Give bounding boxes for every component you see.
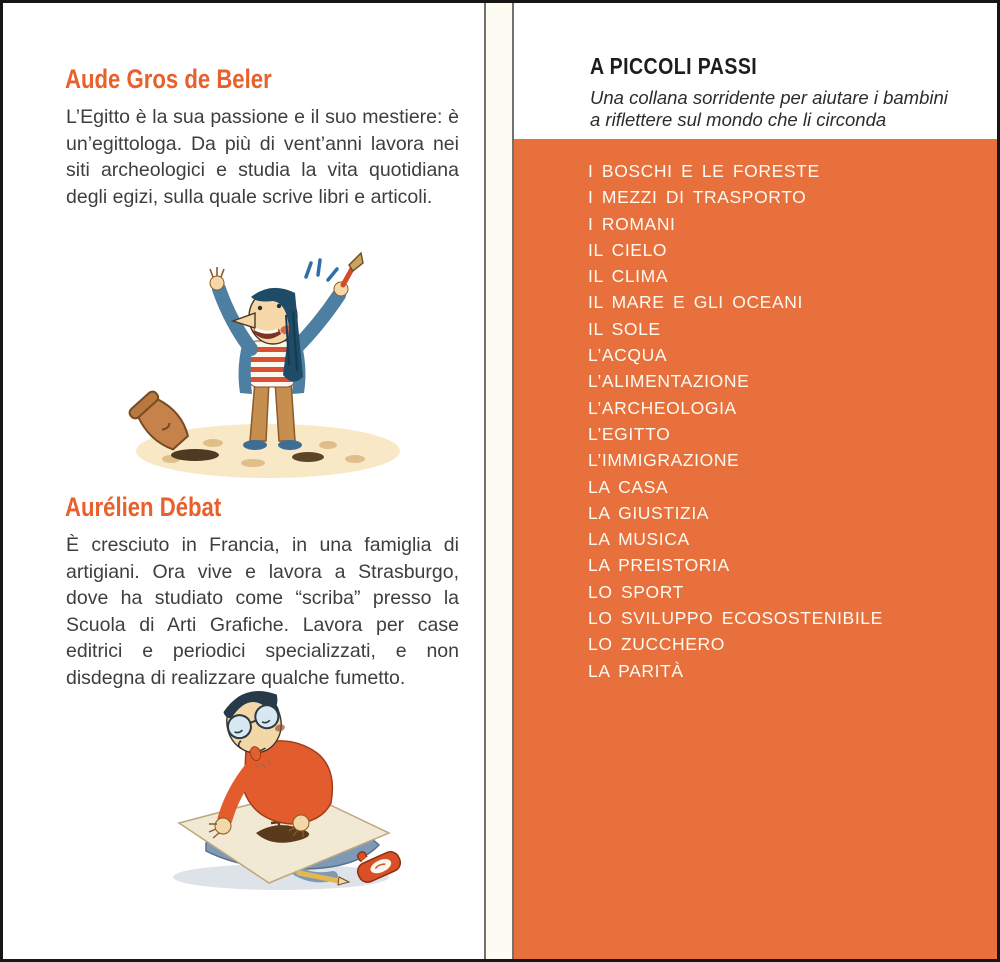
author-bio-aude: L’Egitto è la sua passione e il suo mestiere: è un’egittologa. Da più di vent’anni lavora nei siti archeologici e studia la vita quotidiana degli egizi, sulla quale scrive libri e articoli. xyxy=(66,106,459,208)
series-book-title: I BOSCHI E LE FORESTE xyxy=(588,161,820,181)
author-name: Aurélien Débat xyxy=(65,492,222,522)
egyptologist-illustration xyxy=(103,231,413,487)
series-tagline xyxy=(590,87,948,131)
tagline-line-1: Una collana sorridente per aiutare i bambini xyxy=(590,87,948,108)
series-book-title: LA CASA xyxy=(588,476,669,497)
author-name: Aude Gros de Beler xyxy=(65,64,272,94)
series-book-title: L’ALIMENTAZIONE xyxy=(588,371,750,392)
author-bio-aurelien: È cresciuto in Francia, in una famiglia di artigiani. Ora vive e lavora a Strasburgo, dove ha studiato come “scriba” presso la Scuola di Arti Grafiche. Lavora per case editrici e periodici specializzati, e non disdegna di realizzare qualche fumetto. xyxy=(66,534,459,689)
series-title-list xyxy=(514,139,997,684)
series-book-title: IL MARE E GLI OCEANI xyxy=(588,292,803,313)
author-heading-aurelien xyxy=(65,494,256,521)
series-book-title: L’EGITTO xyxy=(588,423,671,444)
left-page xyxy=(3,3,484,959)
series-book-title: IL SOLE xyxy=(588,318,661,339)
series-book-title: IL CIELO xyxy=(588,239,668,260)
series-title-text: A PICCOLI PASSI xyxy=(590,53,758,79)
series-book-title: L’ACQUA xyxy=(588,345,668,366)
series-title xyxy=(590,55,787,78)
series-book-title: L’IMMIGRAZIONE xyxy=(588,450,740,471)
author-heading-aude xyxy=(65,66,317,93)
series-book-title: LA PARITÀ xyxy=(588,660,684,681)
series-book-title: LO ZUCCHERO xyxy=(588,634,725,655)
series-book-title: LA PREISTORIA xyxy=(588,555,730,576)
right-page xyxy=(514,3,997,959)
series-book-title: I ROMANI xyxy=(588,213,676,234)
series-book-title: LA GIUSTIZIA xyxy=(588,502,710,523)
series-book-title: LA MUSICA xyxy=(588,529,690,550)
spine-fold xyxy=(484,3,514,959)
tagline-line-2: a riflettere sul mondo che li circonda xyxy=(590,109,887,130)
series-book-title: LO SVILUPPO ECOSOSTENIBILE xyxy=(588,608,883,629)
series-panel xyxy=(514,139,997,959)
illustrator-illustration xyxy=(151,671,423,911)
series-book-title: I MEZZI DI TRASPORTO xyxy=(588,187,807,208)
series-book-title: L’ARCHEOLOGIA xyxy=(588,397,737,418)
series-book-title: LO SPORT xyxy=(588,581,684,602)
series-book-title: IL CLIMA xyxy=(588,266,669,287)
